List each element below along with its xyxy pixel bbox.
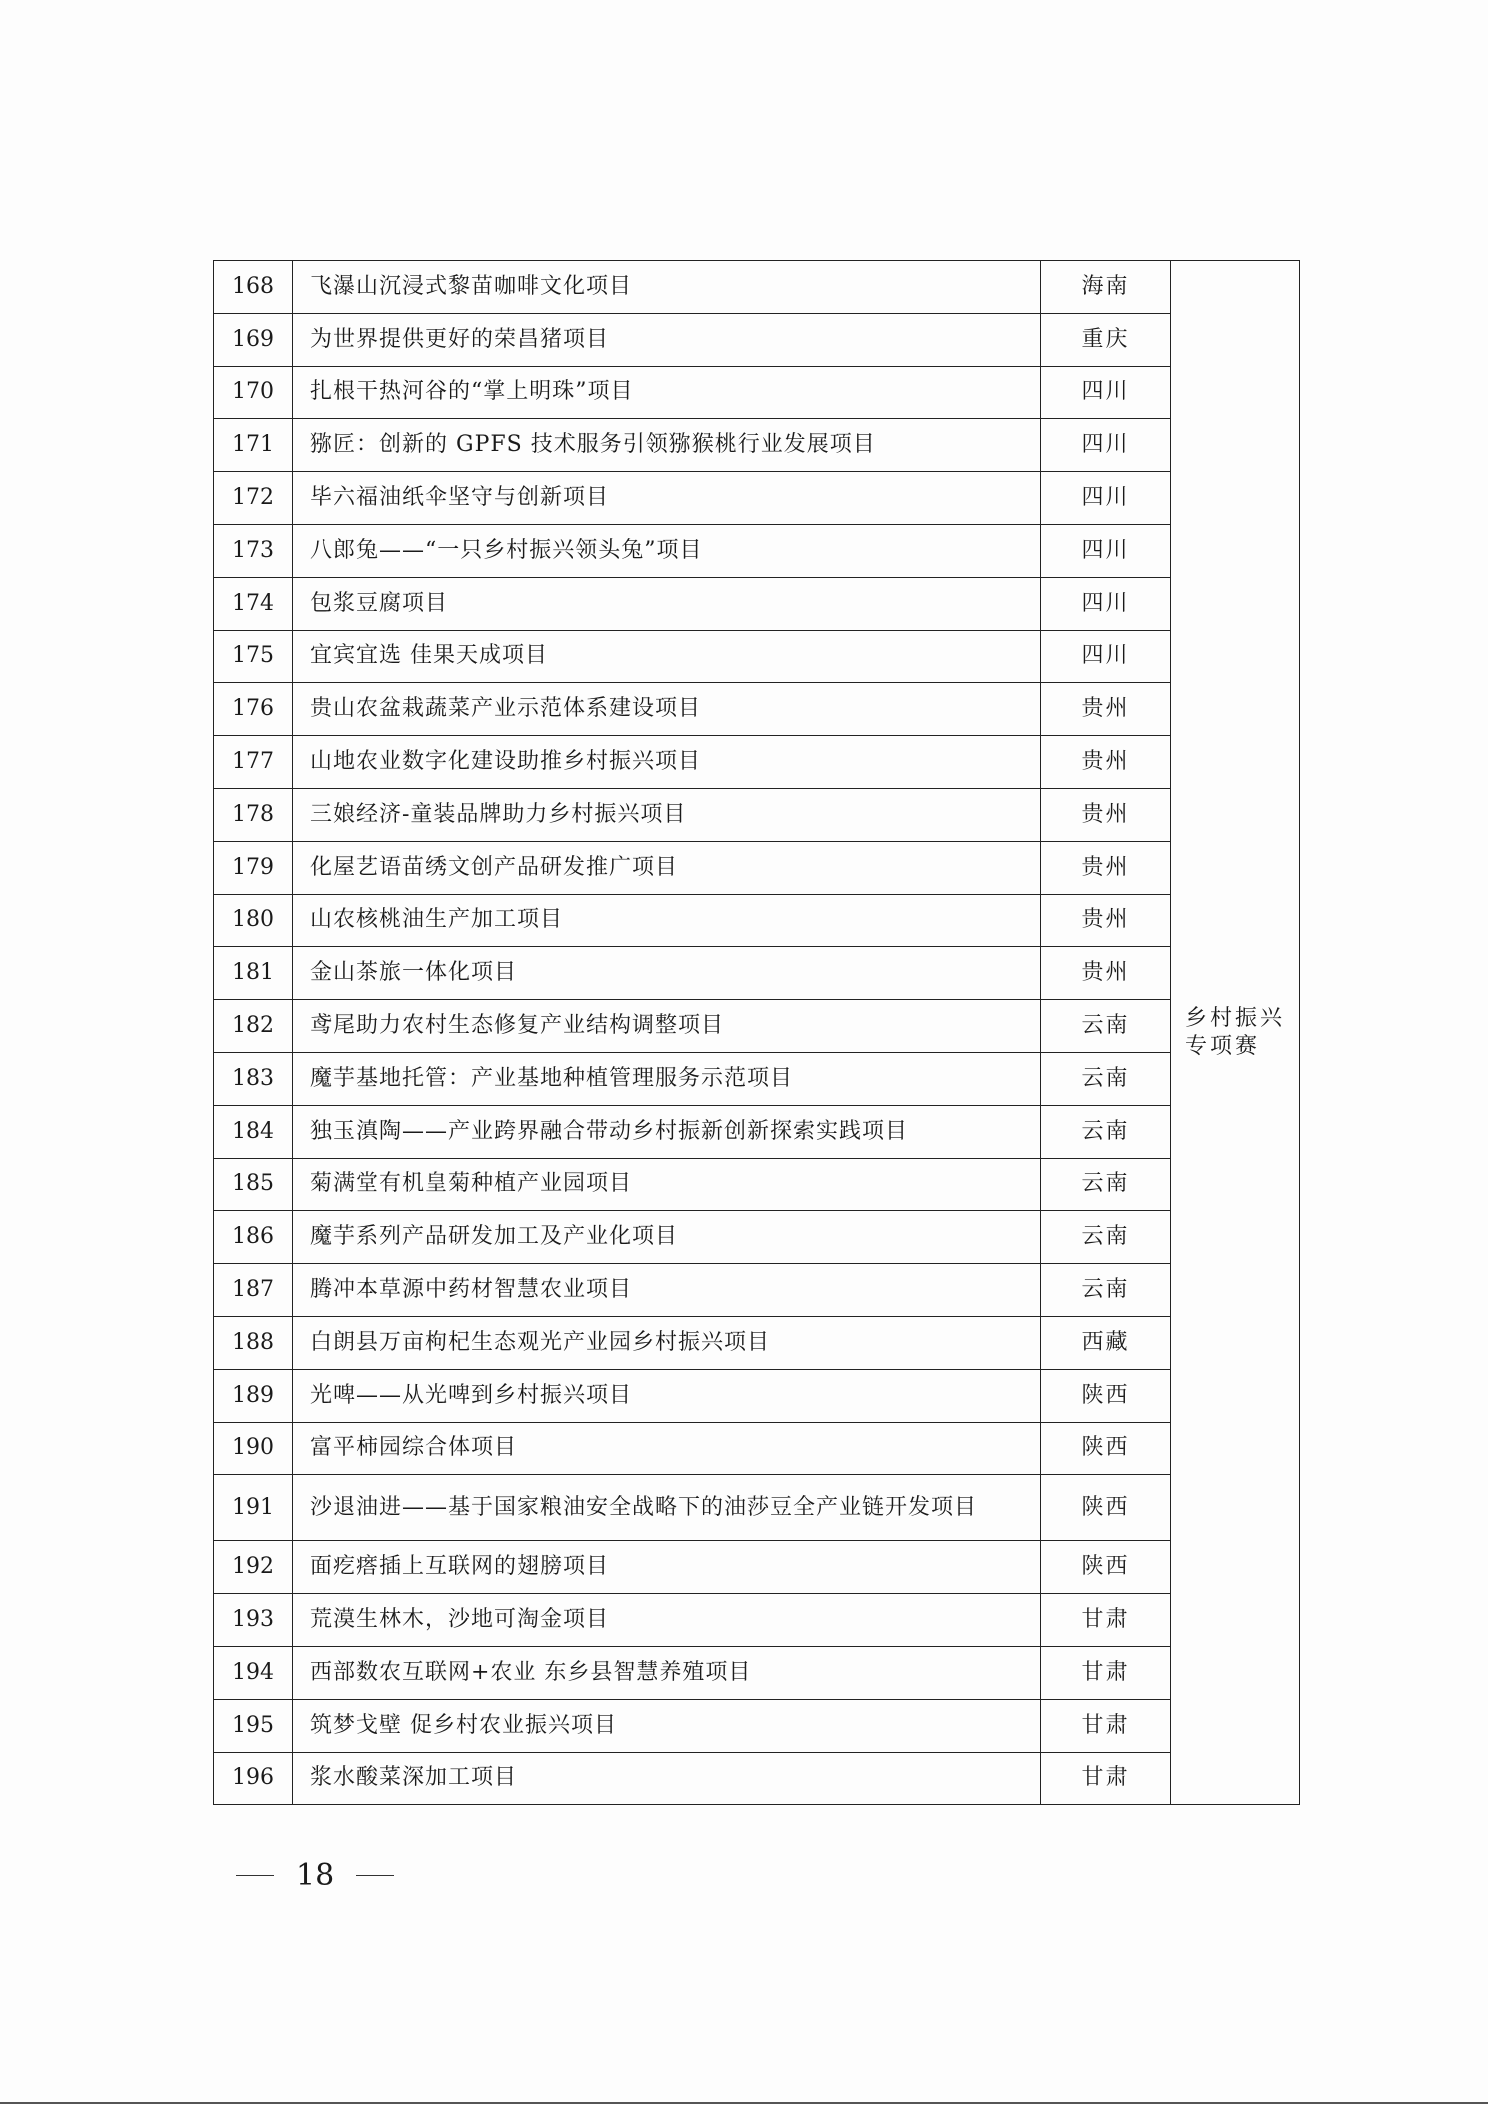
table-row <box>214 1105 1300 1158</box>
project-name: 金山茶旅一体化项目 <box>293 947 1041 1000</box>
row-number: 169 <box>214 313 293 366</box>
row-number: 172 <box>214 472 293 525</box>
project-name: 鸢尾助力农村生态修复产业结构调整项目 <box>293 1000 1041 1053</box>
project-name: 腾冲本草源中药材智慧农业项目 <box>293 1264 1041 1317</box>
project-name: 富平柿园综合体项目 <box>293 1422 1041 1475</box>
row-number: 193 <box>214 1594 293 1647</box>
project-name: 独玉滇陶——产业跨界融合带动乡村振新创新探索实践项目 <box>293 1105 1041 1158</box>
province: 陕西 <box>1041 1475 1171 1541</box>
table-row <box>214 1699 1300 1752</box>
row-number: 176 <box>214 683 293 736</box>
row-number: 184 <box>214 1105 293 1158</box>
footer-dash-right <box>356 1875 394 1876</box>
table-row <box>214 1422 1300 1475</box>
row-number: 180 <box>214 894 293 947</box>
table-row <box>214 683 1300 736</box>
row-number: 191 <box>214 1475 293 1541</box>
province: 海南 <box>1041 261 1171 314</box>
table-row <box>214 1541 1300 1594</box>
province: 云南 <box>1041 1000 1171 1053</box>
province: 四川 <box>1041 524 1171 577</box>
row-number: 173 <box>214 524 293 577</box>
table-row <box>214 736 1300 789</box>
province: 贵州 <box>1041 894 1171 947</box>
project-table <box>213 260 1300 1805</box>
province: 重庆 <box>1041 313 1171 366</box>
table-row <box>214 1316 1300 1369</box>
province: 西藏 <box>1041 1316 1171 1369</box>
project-name: 山农核桃油生产加工项目 <box>293 894 1041 947</box>
project-name: 浆水酸菜深加工项目 <box>293 1752 1041 1805</box>
table-row <box>214 894 1300 947</box>
table-row <box>214 524 1300 577</box>
province: 四川 <box>1041 630 1171 683</box>
province: 四川 <box>1041 419 1171 472</box>
project-name: 猕匠：创新的 GPFS 技术服务引领猕猴桃行业发展项目 <box>293 419 1041 472</box>
row-number: 195 <box>214 1699 293 1752</box>
project-name: 沙退油进——基于国家粮油安全战略下的油莎豆全产业链开发项目 <box>293 1475 1041 1541</box>
footer-dash-left <box>236 1875 274 1876</box>
row-number: 188 <box>214 1316 293 1369</box>
project-name: 魔芋系列产品研发加工及产业化项目 <box>293 1211 1041 1264</box>
project-name: 化屋艺语苗绣文创产品研发推广项目 <box>293 841 1041 894</box>
project-name: 八郎兔——“一只乡村振兴领头兔”项目 <box>293 524 1041 577</box>
table-row <box>214 1052 1300 1105</box>
project-name: 光啤——从光啤到乡村振兴项目 <box>293 1369 1041 1422</box>
province: 甘肃 <box>1041 1646 1171 1699</box>
row-number: 186 <box>214 1211 293 1264</box>
row-number: 182 <box>214 1000 293 1053</box>
row-number: 179 <box>214 841 293 894</box>
province: 贵州 <box>1041 736 1171 789</box>
table-row <box>214 472 1300 525</box>
table-row <box>214 841 1300 894</box>
table-row <box>214 1211 1300 1264</box>
table-row <box>214 366 1300 419</box>
province: 四川 <box>1041 366 1171 419</box>
province: 贵州 <box>1041 947 1171 1000</box>
table-row <box>214 1264 1300 1317</box>
province: 云南 <box>1041 1105 1171 1158</box>
project-name: 三娘经济-童装品牌助力乡村振兴项目 <box>293 788 1041 841</box>
province: 云南 <box>1041 1158 1171 1211</box>
table-row <box>214 419 1300 472</box>
province: 陕西 <box>1041 1541 1171 1594</box>
province: 四川 <box>1041 472 1171 525</box>
row-number: 181 <box>214 947 293 1000</box>
row-number: 187 <box>214 1264 293 1317</box>
row-number: 175 <box>214 630 293 683</box>
project-name: 西部数农互联网+农业 东乡县智慧养殖项目 <box>293 1646 1041 1699</box>
province: 甘肃 <box>1041 1752 1171 1805</box>
row-number: 183 <box>214 1052 293 1105</box>
row-number: 189 <box>214 1369 293 1422</box>
province: 贵州 <box>1041 683 1171 736</box>
row-number: 178 <box>214 788 293 841</box>
category-cell: 乡村振兴专项赛 <box>1171 261 1300 1805</box>
page-footer <box>236 1855 394 1895</box>
row-number: 194 <box>214 1646 293 1699</box>
project-name: 贵山农盆栽蔬菜产业示范体系建设项目 <box>293 683 1041 736</box>
table-body <box>214 261 1300 1805</box>
table-row <box>214 313 1300 366</box>
project-name: 白朗县万亩枸杞生态观光产业园乡村振兴项目 <box>293 1316 1041 1369</box>
project-name: 宜宾宜选 佳果天成项目 <box>293 630 1041 683</box>
row-number: 168 <box>214 261 293 314</box>
project-name: 飞瀑山沉浸式黎苗咖啡文化项目 <box>293 261 1041 314</box>
table-row <box>214 1594 1300 1647</box>
table-row <box>214 1158 1300 1211</box>
table-row <box>214 1369 1300 1422</box>
table-row <box>214 788 1300 841</box>
table-row <box>214 630 1300 683</box>
project-name: 山地农业数字化建设助推乡村振兴项目 <box>293 736 1041 789</box>
province: 云南 <box>1041 1052 1171 1105</box>
row-number: 170 <box>214 366 293 419</box>
province: 陕西 <box>1041 1422 1171 1475</box>
row-number: 190 <box>214 1422 293 1475</box>
province: 陕西 <box>1041 1369 1171 1422</box>
province: 云南 <box>1041 1211 1171 1264</box>
province: 云南 <box>1041 1264 1171 1317</box>
row-number: 171 <box>214 419 293 472</box>
row-number: 177 <box>214 736 293 789</box>
project-name: 筑梦戈壁 促乡村农业振兴项目 <box>293 1699 1041 1752</box>
project-name: 包浆豆腐项目 <box>293 577 1041 630</box>
project-name: 扎根干热河谷的“掌上明珠”项目 <box>293 366 1041 419</box>
project-name: 魔芋基地托管：产业基地种植管理服务示范项目 <box>293 1052 1041 1105</box>
project-name: 为世界提供更好的荣昌猪项目 <box>293 313 1041 366</box>
table-row <box>214 261 1300 314</box>
province: 甘肃 <box>1041 1594 1171 1647</box>
project-name: 菊满堂有机皇菊种植产业园项目 <box>293 1158 1041 1211</box>
province: 贵州 <box>1041 841 1171 894</box>
row-number: 185 <box>214 1158 293 1211</box>
project-name: 毕六福油纸伞坚守与创新项目 <box>293 472 1041 525</box>
table-row <box>214 1000 1300 1053</box>
page-number: 18 <box>296 1857 335 1893</box>
row-number: 196 <box>214 1752 293 1805</box>
province: 四川 <box>1041 577 1171 630</box>
table-row <box>214 1475 1300 1541</box>
table-row <box>214 1752 1300 1805</box>
province: 贵州 <box>1041 788 1171 841</box>
table-row <box>214 1646 1300 1699</box>
table-row <box>214 577 1300 630</box>
row-number: 174 <box>214 577 293 630</box>
table-row <box>214 947 1300 1000</box>
province: 甘肃 <box>1041 1699 1171 1752</box>
row-number: 192 <box>214 1541 293 1594</box>
project-name: 荒漠生林木，沙地可淘金项目 <box>293 1594 1041 1647</box>
project-name: 面疙瘩插上互联网的翅膀项目 <box>293 1541 1041 1594</box>
